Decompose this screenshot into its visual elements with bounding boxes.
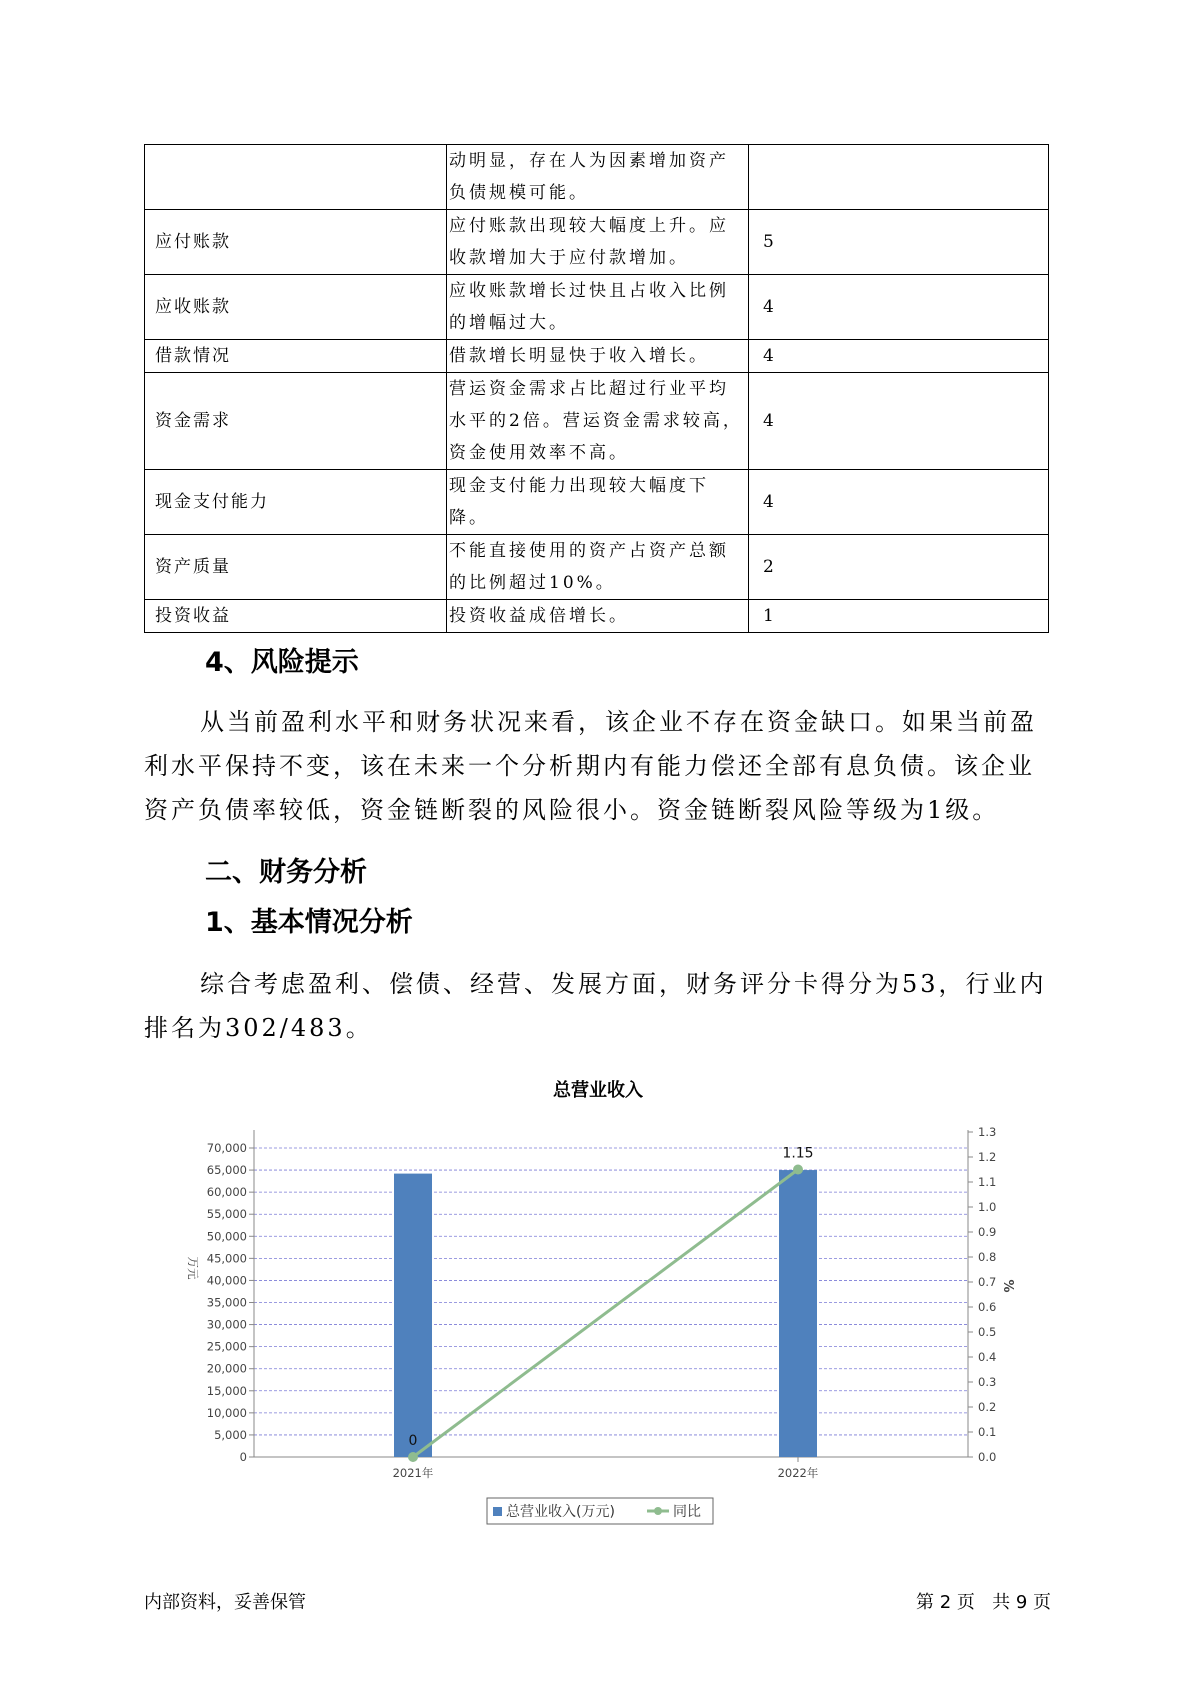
chart-axes <box>249 1130 973 1462</box>
data-label: 0 <box>408 1433 418 1449</box>
x-axis-labels <box>393 1466 819 1480</box>
bar <box>779 1170 817 1457</box>
y-tick-label: 0 <box>239 1450 247 1464</box>
y2-tick-label: 0.7 <box>978 1275 997 1289</box>
series-line <box>413 1170 798 1458</box>
y2-tick-label: 0.2 <box>978 1400 997 1414</box>
y-tick-label: 70,000 <box>206 1141 247 1155</box>
row-item-cell: 资产质量 <box>145 535 447 600</box>
chart-legend <box>487 1498 713 1524</box>
y2-tick-label: 0.9 <box>978 1225 997 1239</box>
row-score-cell: 4 <box>749 470 1049 535</box>
row-score-cell: 4 <box>749 373 1049 470</box>
table-row <box>145 210 1049 275</box>
y-axis-label: 万元 <box>186 1256 200 1280</box>
line-series <box>408 1146 814 1463</box>
y-tick-label: 35,000 <box>206 1295 247 1310</box>
row-description-cell: 借款增长明显快于收入增长。 <box>447 340 749 373</box>
y-tick-label: 40,000 <box>206 1273 247 1288</box>
table-row <box>145 275 1049 340</box>
chart-gridlines <box>254 1145 968 1435</box>
y2-tick-label: 0.5 <box>978 1325 997 1339</box>
table-row <box>145 340 1049 373</box>
risk-paragraph: 从当前盈利水平和财务状况来看，该企业不存在资金缺口。如果当前盈利水平保持不变，该在未来一个分析期内有能力偿还全部有息负债。该企业资产负债率较低，资金链断裂的风险很小。资金链断裂风险等级为1级。 <box>144 708 1037 824</box>
row-description-cell: 投资收益成倍增长。 <box>447 600 749 633</box>
left-axis-ticks <box>207 1141 247 1464</box>
row-item-cell: 资金需求 <box>145 373 447 470</box>
section-heading-finance: 二、财务分析 <box>205 857 367 888</box>
section-heading-risk: 4、风险提示 <box>205 647 359 678</box>
y2-tick-label: 1.1 <box>978 1175 997 1189</box>
row-score-cell: 2 <box>749 535 1049 600</box>
table-row <box>145 600 1049 633</box>
y2-tick-label: 1.2 <box>978 1150 997 1164</box>
y-tick-label: 30,000 <box>206 1317 247 1332</box>
row-item-cell: 投资收益 <box>145 600 447 633</box>
footer-note: 内部资料，妥善保管 <box>144 1592 306 1613</box>
line-point <box>408 1452 418 1462</box>
right-axis-ticks <box>978 1125 996 1464</box>
row-score-cell <box>749 145 1049 210</box>
y-tick-label: 20,000 <box>206 1361 247 1376</box>
y2-tick-label: 0.8 <box>978 1250 997 1264</box>
row-item-cell: 应收账款 <box>145 275 447 340</box>
table-row <box>145 373 1049 470</box>
y-tick-label: 50,000 <box>206 1229 247 1244</box>
row-score-cell: 1 <box>749 600 1049 633</box>
y-tick-label: 65,000 <box>206 1163 247 1178</box>
bar <box>394 1174 432 1457</box>
legend-bar-label: 总营业收入(万元) <box>506 1504 615 1520</box>
risk-table <box>144 144 1049 633</box>
row-score-cell: 4 <box>749 340 1049 373</box>
y-tick-label: 45,000 <box>206 1251 247 1266</box>
x-tick-label: 2022年 <box>777 1466 819 1480</box>
row-description-cell: 现金支付能力出现较大幅度下降。 <box>447 470 749 535</box>
y2-tick-label: 0.0 <box>978 1450 997 1464</box>
row-description-cell: 应收账款增长过快且占收入比例的增幅过大。 <box>447 275 749 340</box>
y-tick-label: 10,000 <box>206 1405 247 1420</box>
row-description-cell: 应付账款出现较大幅度上升。应收款增加大于应付款增加。 <box>447 210 749 275</box>
y2-tick-label: 0.4 <box>978 1350 997 1364</box>
legend-line-label: 同比 <box>673 1504 701 1520</box>
table-row <box>145 470 1049 535</box>
finance-paragraph: 综合考虑盈利、偿债、经营、发展方面，财务评分卡得分为53，行业内排名为302/483。 <box>144 970 1047 1042</box>
x-tick-label: 2021年 <box>392 1466 434 1480</box>
y2-axis-label: % <box>1000 1279 1015 1293</box>
chart-title: 总营业收入 <box>553 1080 643 1101</box>
y2-tick-label: 0.3 <box>978 1375 997 1389</box>
data-label: 1.15 <box>782 1145 814 1162</box>
table-row <box>145 535 1049 600</box>
row-description-cell: 营运资金需求占比超过行业平均水平的2倍。营运资金需求较高，资金使用效率不高。 <box>447 373 749 470</box>
y2-tick-label: 1.0 <box>978 1200 997 1214</box>
row-score-cell: 4 <box>749 275 1049 340</box>
legend-bar-swatch <box>493 1507 502 1516</box>
line-point <box>793 1165 803 1175</box>
row-item-cell: 现金支付能力 <box>145 470 447 535</box>
y-tick-label: 25,000 <box>206 1339 247 1354</box>
y-tick-label: 60,000 <box>206 1185 247 1200</box>
table-row <box>145 145 1049 210</box>
y-tick-label: 5,000 <box>214 1427 247 1442</box>
y2-tick-label: 1.3 <box>978 1125 997 1139</box>
row-item-cell: 应付账款 <box>145 210 447 275</box>
y2-tick-label: 0.1 <box>978 1425 997 1439</box>
page-number: 第 2 页 共 9 页 <box>916 1592 1051 1613</box>
row-item-cell: 借款情况 <box>145 340 447 373</box>
y2-tick-label: 0.6 <box>978 1300 997 1314</box>
revenue-chart <box>0 1070 1191 1540</box>
row-description-cell: 不能直接使用的资产占资产总额的比例超过10%。 <box>447 535 749 600</box>
row-item-cell <box>145 145 447 210</box>
y-tick-label: 55,000 <box>206 1207 247 1222</box>
row-score-cell: 5 <box>749 210 1049 275</box>
row-description-cell: 动明显，存在人为因素增加资产负债规模可能。 <box>447 145 749 210</box>
subsection-heading-basic: 1、基本情况分析 <box>205 907 413 938</box>
legend-line-marker <box>654 1507 662 1515</box>
y-tick-label: 15,000 <box>206 1383 247 1398</box>
